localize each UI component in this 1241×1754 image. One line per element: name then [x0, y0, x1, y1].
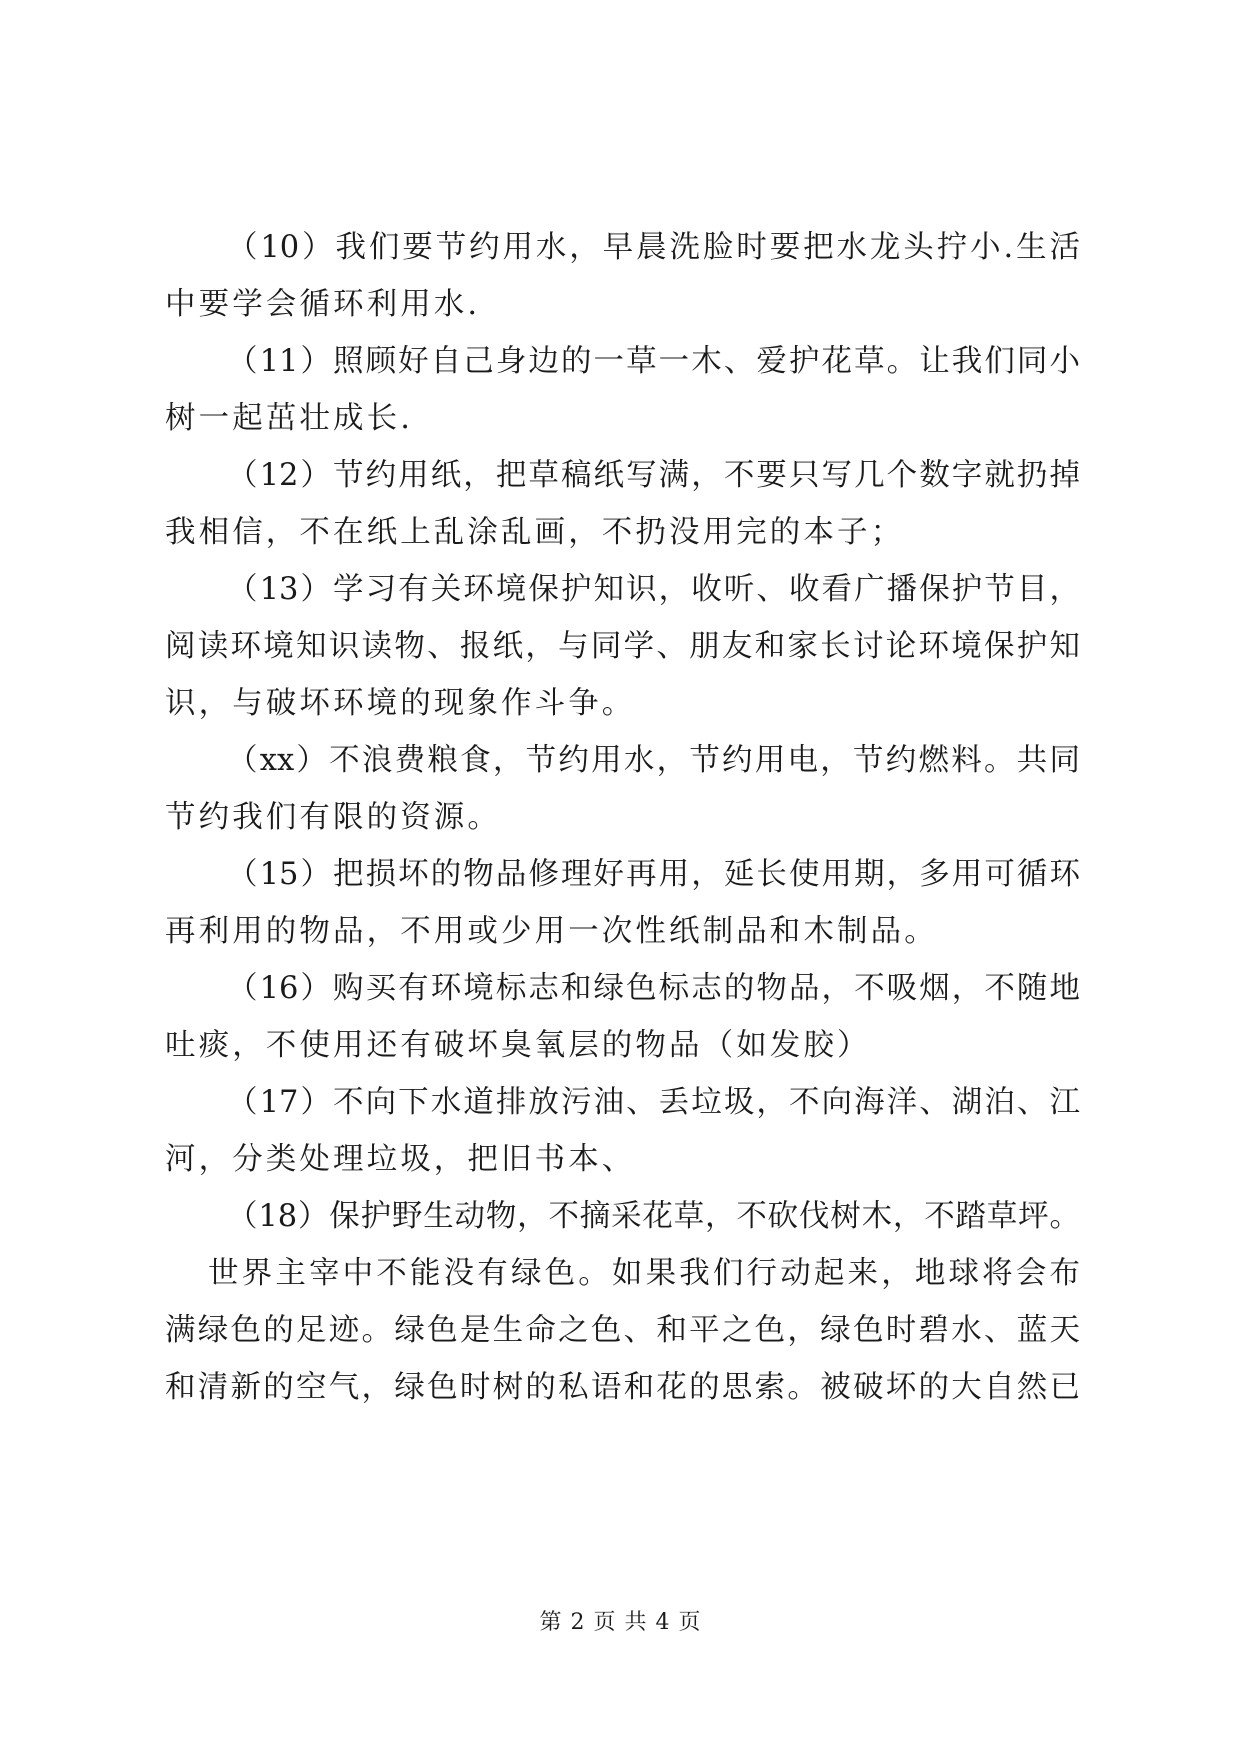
paragraph-xx-line-2: 节约我们有限的资源。 — [165, 800, 501, 835]
paragraph-17-line-2: 河，分类处理垃圾，把旧书本、 — [165, 1142, 636, 1177]
paragraph-12-line-2: 我相信，不在纸上乱涂乱画，不扔没用完的本子； — [165, 515, 905, 550]
paragraph-13-line-1: （13）学习有关环境保护知识，收听、收看广播保护节目， — [227, 572, 1080, 607]
paragraph-13-line-2: 阅读环境知识读物、报纸，与同学、朋友和家长讨论环境保护知 — [165, 629, 1080, 664]
paragraph-16-line-1: （16）购买有环境标志和绿色标志的物品，不吸烟，不随地 — [227, 971, 1080, 1006]
paragraph-11-line-2: 树一起茁壮成长. — [165, 401, 413, 436]
paragraph-11-line-1: （11）照顾好自己身边的一草一木、爱护花草。让我们同小 — [227, 344, 1080, 379]
paragraph-12-line-1: （12）节约用纸，把草稿纸写满，不要只写几个数字就扔掉 — [227, 458, 1080, 493]
page-number-footer: 第 2 页 共 4 页 — [539, 1610, 702, 1635]
paragraph-16-line-2: 吐痰，不使用还有破坏臭氧层的物品（如发胶） — [165, 1028, 871, 1063]
paragraph-18-line-1: （18）保护野生动物，不摘采花草，不砍伐树木，不踏草坪。 — [227, 1199, 1080, 1234]
paragraph-10-line-1: （10）我们要节约用水，早晨洗脸时要把水龙头拧小.生活 — [227, 230, 1080, 265]
paragraph-13-line-3: 识，与破坏环境的现象作斗争。 — [165, 686, 636, 721]
closing-paragraph-line-3: 和清新的空气，绿色时树的私语和花的思索。被破坏的大自然已 — [165, 1370, 1080, 1405]
paragraph-xx-line-1: （xx）不浪费粮食，节约用水，节约用电，节约燃料。共同 — [227, 743, 1080, 778]
paragraph-15-line-2: 再利用的物品，不用或少用一次性纸制品和木制品。 — [165, 914, 938, 949]
closing-paragraph-line-2: 满绿色的足迹。绿色是生命之色、和平之色，绿色时碧水、蓝天 — [165, 1313, 1080, 1348]
paragraph-15-line-1: （15）把损坏的物品修理好再用，延长使用期，多用可循环 — [227, 857, 1080, 892]
paragraph-17-line-1: （17）不向下水道排放污油、丢垃圾，不向海洋、湖泊、江 — [227, 1085, 1080, 1120]
closing-paragraph-line-1: 世界主宰中不能没有绿色。如果我们行动起来，地球将会布 — [208, 1256, 1080, 1291]
paragraph-10-line-2: 中要学会循环利用水. — [165, 287, 481, 322]
